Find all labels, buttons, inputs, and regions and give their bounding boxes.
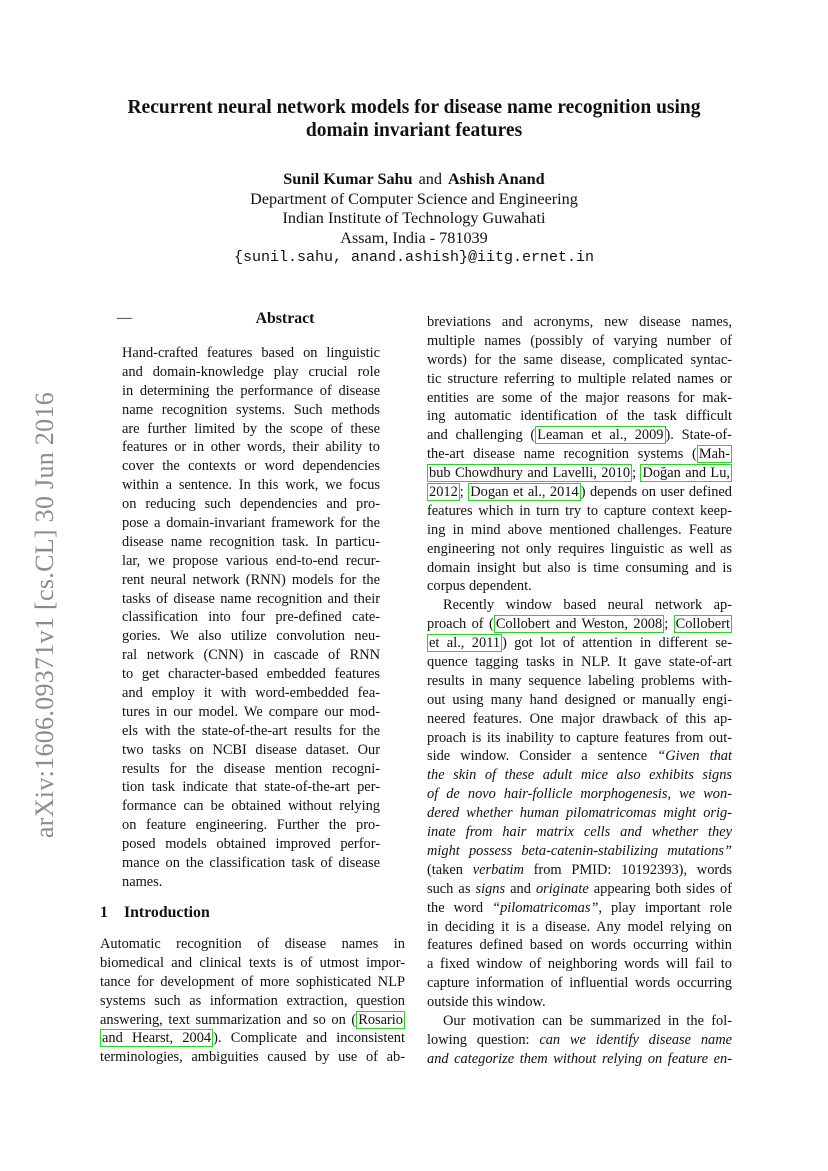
text-line: corpus dependent. [427, 578, 532, 595]
text-line: et al., 2011 ) got lot of attention in different se- [429, 635, 732, 652]
text-line: multiple names (possibly of varying number of [427, 332, 732, 349]
author-department: Department of Computer Science and Engineering [250, 189, 578, 208]
author-email: {sunil.sahu, anand.ashish}@iitg.ernet.in [233, 249, 595, 266]
text-line: such as signs and originate appearing both sides of [427, 880, 733, 897]
text-line: the-art disease name recognition systems ( Mah- [427, 446, 730, 463]
text-line: in deciding it is a disease. Any model relying on [427, 918, 732, 935]
text-line: Our motivation can be summarized in the fol- [443, 1012, 732, 1029]
text-line: on reducing such dependencies and pro- [122, 496, 380, 513]
text-line: biomedical and clinical texts is of utmost impor- [100, 954, 405, 971]
section-title: Introduction [124, 904, 210, 921]
right-column-body [427, 313, 732, 1069]
text-line: and domain-knowledge play crucial role [122, 363, 380, 380]
text-line: features which in turn try to capture context keep- [427, 502, 732, 519]
abstract-dash: — [117, 310, 132, 326]
text-line: disease name recognition task. In particu- [122, 533, 380, 550]
text-line: tures in our model. We compare our mod- [122, 703, 380, 720]
text-line: name recognition systems. Such methods [122, 401, 380, 418]
text-line: out using many hand designed or manually engi- [427, 691, 732, 708]
text-line: features defined based on words occurring within [427, 937, 732, 954]
text-line: capture information of influential words occurring [427, 975, 732, 992]
text-line: proach of ( Collobert and Weston, 2008 ; Collobert [427, 616, 730, 633]
text-line: terminologies, ambiguities caused by use of ab- [100, 1049, 405, 1066]
text-line: and categorize them without relying on feature en- [427, 1050, 732, 1067]
author-names [80, 170, 748, 190]
text-line: proach is its inability to capture features from out- [427, 729, 732, 746]
text-line: on feature engineering. Further the pro- [122, 817, 380, 834]
text-line: results in many sequence labeling problems with- [427, 672, 732, 689]
text-line: 2012 ; Dogan et al., 2014 ) depends on user defined [429, 484, 732, 501]
author-address: Assam, India - 781039 [340, 228, 488, 247]
text-line: a fixed window of neighboring words will fail to [427, 956, 732, 973]
author-2: Ashish Anand [447, 170, 545, 188]
text-line: of de novo hair-follicle morphogenesis, we won- [427, 786, 732, 803]
text-line: Automatic recognition of disease names in [100, 936, 405, 952]
author-block [80, 170, 748, 268]
section-heading-introduction [100, 904, 210, 922]
section-number: 1 [100, 904, 108, 921]
text-line: in determining the performance of disease [122, 382, 380, 399]
text-line: might possess beta-catenin-stabilizing mutations” [427, 842, 732, 859]
text-line: ing in mind above mentioned challenges. Feature [427, 521, 732, 538]
text-line: neered features. One major drawback of this ap- [427, 710, 732, 727]
text-line: the word “pilomatricomas”, play important role [427, 899, 732, 916]
text-line: pose a domain-invariant framework for the [122, 515, 380, 532]
text-line: tion task indicate that state-of-the-art per- [122, 779, 380, 796]
author-institute: Indian Institute of Technology Guwahati [282, 209, 546, 227]
text-line: domain insight but also is time consuming and is [427, 559, 732, 576]
text-line: within a sentence. In this work, we focus [122, 477, 380, 494]
text-line: systems such as information extraction, question [100, 992, 405, 1009]
text-line: rent neural network (RNN) models for the [122, 571, 380, 588]
text-line: and Hearst, 2004 ). Complicate and inconsistent [102, 1030, 405, 1047]
text-line: formance can be obtained without relying [122, 798, 380, 815]
text-line: dered whether human pilomatricomas might orig- [427, 805, 732, 822]
abstract-heading: Abstract [255, 310, 315, 327]
text-line: tic structure referring to multiple related names or [427, 370, 732, 387]
text-line: els with the state-of-the-art results for the [122, 722, 380, 739]
paper-title [80, 96, 748, 142]
text-line: gories. We also utilize convolution neu- [122, 628, 380, 645]
text-line: features or in other words, their ability to [122, 439, 380, 456]
text-line: cover the contexts or word dependencies [122, 458, 380, 475]
text-line: inate from hair matrix cells and whether they [427, 824, 732, 841]
text-line: mance on the classification task of disease [122, 855, 380, 872]
text-line: bub Chowdhury and Lavelli, 2010 ; Doğan and Lu, [429, 465, 730, 482]
text-line: names. [122, 873, 163, 890]
text-line: ing automatic identification of the task difficult [427, 408, 732, 425]
text-line: tasks of disease name recognition and their [122, 590, 380, 607]
text-line: lar, we propose various end-to-end recur- [122, 552, 380, 569]
text-line: the skin of these adult mice also exhibits signs [427, 767, 732, 784]
text-line: side window. Consider a sentence “Given that [427, 748, 732, 765]
abstract-body [122, 344, 380, 892]
text-line: engineering not only requires linguistic as well as [427, 540, 732, 557]
arxiv-stamp-text: arXiv:1606.09371v1 [cs.CL] 30 Jun 2016 [30, 391, 59, 839]
text-line: tance for development of more sophisticated NLP [100, 973, 405, 990]
text-line: and employ it with word-embedded fea- [122, 685, 380, 702]
text-line: answering, text summarization and so on ( Rosario [100, 1011, 403, 1028]
text-line: posed models obtained improved perfor- [122, 836, 380, 853]
text-line: Hand-crafted features based on linguistic [122, 345, 380, 361]
text-line: ral network (CNN) in cascade of RNN [122, 647, 380, 664]
arxiv-stamp [20, 365, 70, 865]
author-and: and [418, 170, 442, 188]
text-line: classification into four pre-defined cate- [122, 609, 380, 626]
text-line: quence tagging tasks in NLP. It gave state-of-art [427, 654, 732, 671]
text-line: are further limited by the scope of these [122, 420, 380, 437]
title-line-1: Recurrent neural network models for disease name recognition using [127, 97, 701, 118]
author-1: Sunil Kumar Sahu [283, 170, 413, 188]
text-line: lowing question: can we identify disease name [427, 1031, 732, 1048]
text-line: and challenging ( Leaman et al., 2009 ). State-of- [427, 427, 732, 444]
text-line: two tasks on NCBI disease dataset. Our [122, 741, 380, 758]
text-line: (taken verbatim from PMID: 10192393), words [427, 861, 732, 878]
text-line: breviations and acronyms, new disease names, [427, 314, 732, 330]
text-line: results for the disease mention recogni- [122, 760, 380, 777]
text-line: entities are some of the major reasons for mak- [427, 389, 732, 406]
text-line: outside this window. [427, 994, 546, 1011]
title-line-2: domain invariant features [305, 120, 523, 141]
text-line: Recently window based neural network ap- [443, 597, 732, 614]
text-line: words) for the same disease, complicated syntac- [427, 351, 732, 368]
text-line: to get character-based embedded features [122, 666, 380, 683]
introduction-body [100, 935, 405, 1067]
